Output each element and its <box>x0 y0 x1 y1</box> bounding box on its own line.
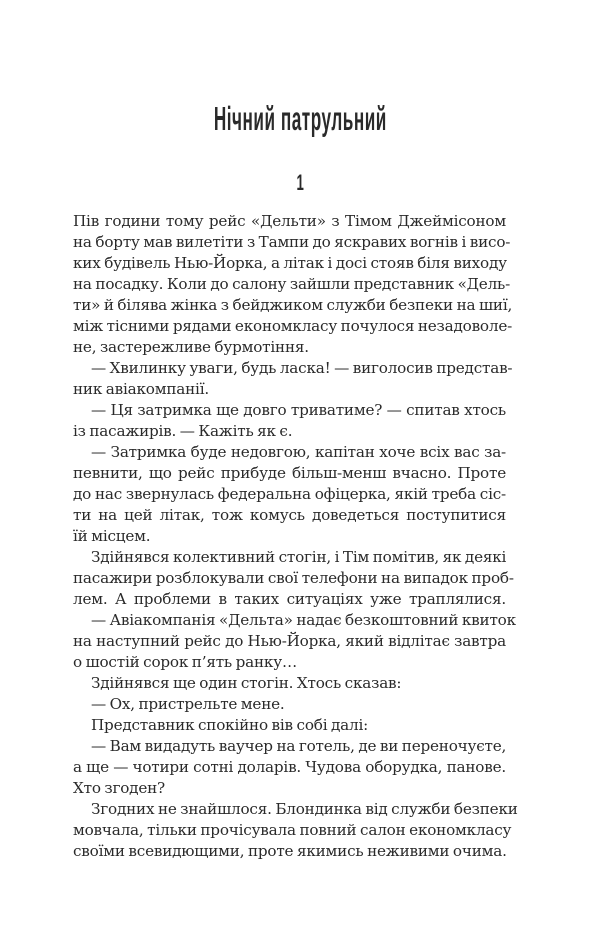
text-line: — Хвилинку уваги, будь ласка! — виголосив представ- <box>91 359 513 377</box>
text-line: мовчала, тільки прочісувала повний салон економкласу <box>73 821 512 839</box>
text-line: із пасажирів. — Кажіть як є. <box>73 422 293 440</box>
text-line: — Авіакомпанія «Дельта» надає безкоштовний квиток <box>91 611 516 629</box>
text-line: на наступний рейс до Нью-Йорка, який відлітає завтра <box>73 632 506 650</box>
text-line: ти на цей літак, тож комусь доведеться поступитися <box>73 506 506 524</box>
text-line: — Ох, пристрельте мене. <box>91 695 285 713</box>
text-line: між тісними рядами економкласу почулося незадоволе- <box>73 317 513 335</box>
text-line: певнити, що рейс прибуде більш-менш вчасно. Проте <box>73 464 506 482</box>
chapter-number-text: 1 <box>296 170 304 195</box>
text-line: на посадку. Коли до салону зайшли представник «Дель- <box>73 275 511 293</box>
text-line: лем. А проблеми в таких ситуаціях уже траплялися. <box>73 590 506 608</box>
chapter-title <box>0 100 600 138</box>
text-line: Пів години тому рейс «Дельти» з Тімом Джеймісоном <box>73 212 506 230</box>
text-line: ких будівель Нью-Йорка, а літак і досі стояв біля виходу <box>73 254 507 272</box>
text-line: ти» й білява жінка з бейджиком служби безпеки на шиї, <box>73 296 513 314</box>
text-line: о шостій сорок п’ять ранку… <box>73 653 297 671</box>
text-line: до нас звернулась федеральна офіцерка, якій треба сіс- <box>73 485 506 503</box>
text-line: не, застережливе бурмотіння. <box>73 338 309 356</box>
text-line: Хто згоден? <box>73 779 165 797</box>
text-line: а ще — чотири сотні доларів. Чудова оборудка, панове. <box>73 758 506 776</box>
text-line: — Ця затримка ще довго триватиме? — спитав хтось <box>91 401 506 419</box>
text-line: ник авіакомпанії. <box>73 380 209 398</box>
text-line: своїми всевидющими, проте якимись неживими очима. <box>73 842 507 860</box>
chapter-title-text: Нічний патрульний <box>213 100 387 137</box>
text-line: Здійнявся ще один стогін. Хтось сказав: <box>91 674 402 692</box>
chapter-number <box>0 170 600 196</box>
text-line: — Вам видадуть ваучер на готель, де ви переночуєте, <box>91 737 507 755</box>
text-line: їй місцем. <box>73 527 151 545</box>
text-line: Згодних не знайшлося. Блондинка від служби безпеки <box>91 800 518 818</box>
text-line: пасажири розблокували свої телефони на випадок проб- <box>73 569 514 587</box>
text-line: — Затримка буде недовгою, капітан хоче всіх вас за- <box>91 443 506 461</box>
text-line: Здійнявся колективний стогін, і Тім помітив, як деякі <box>91 548 507 566</box>
body-text <box>73 211 518 862</box>
text-line: Представник спокійно вів собі далі: <box>91 716 369 734</box>
text-line: на борту мав вилетіти з Тампи до яскравих вогнів і висо- <box>73 233 511 251</box>
